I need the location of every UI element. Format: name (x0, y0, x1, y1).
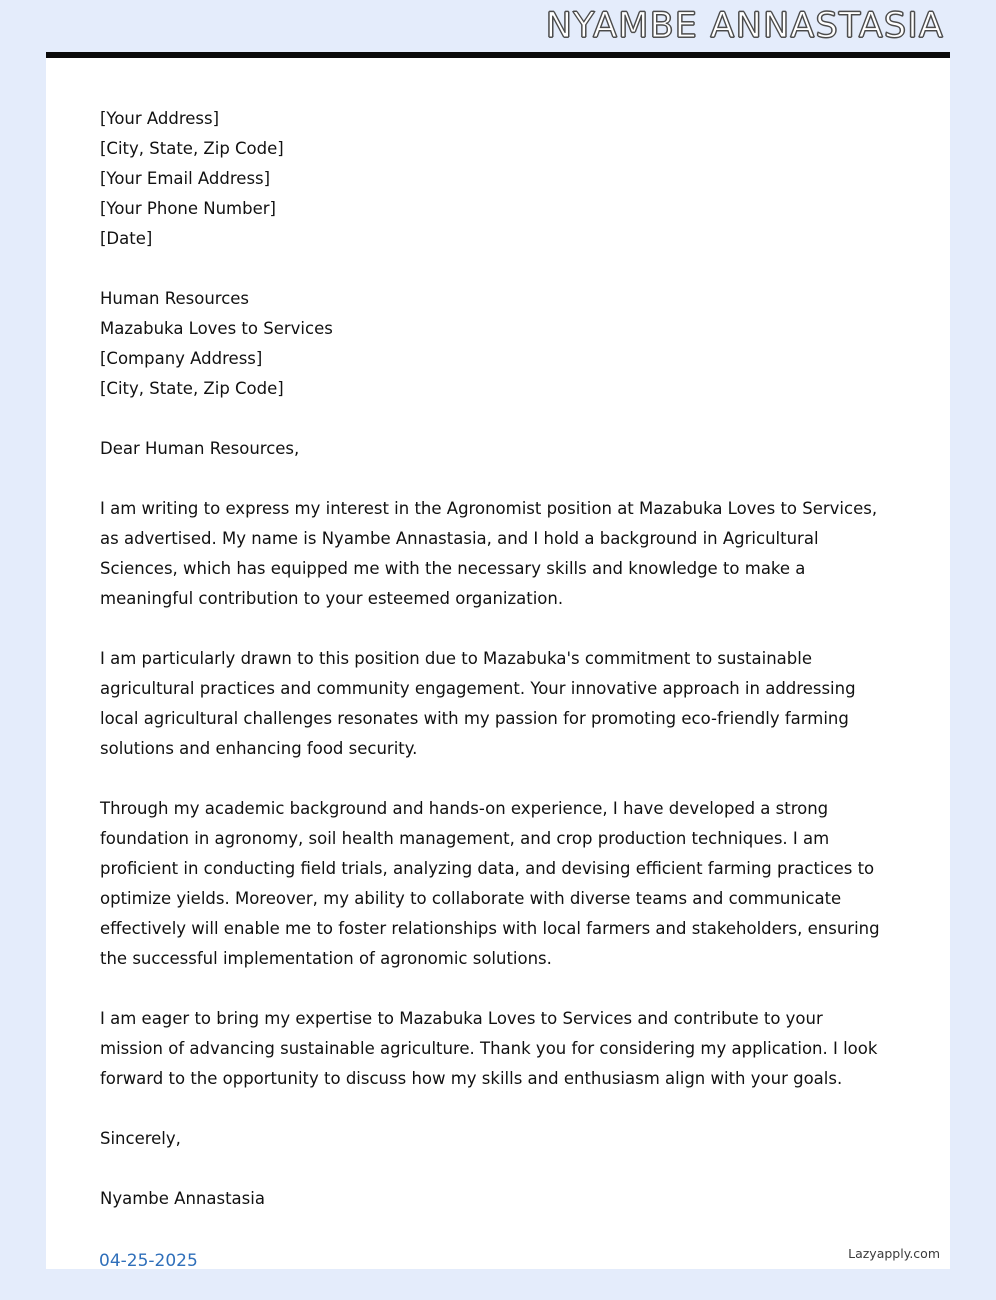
sender-phone-line: [Your Phone Number] (100, 199, 276, 218)
recipient-city-line: [City, State, Zip Code] (100, 379, 284, 398)
paragraph-block-4 (100, 1004, 890, 1094)
sender-email-line: [Your Email Address] (100, 169, 271, 188)
sender-date-line: [Date] (100, 229, 153, 248)
sender-address-line: [Your Address] (100, 109, 220, 128)
recipient-department-line: Human Resources (100, 289, 250, 308)
paragraph-block-2 (100, 644, 890, 764)
closing-block (100, 1124, 890, 1154)
signature-name: Nyambe Annastasia (100, 1189, 265, 1208)
letter-paragraph: I am particularly drawn to this position due to Mazabuka's commitment to sustainable agricultural practices and community engagement. Your innovative approach in addressing local agricultural challenges resonates with my passion for promoting eco-friendly farming solutions and enhancing food security. (100, 649, 856, 758)
signature-block (100, 1184, 890, 1214)
paragraph-block-1 (100, 494, 890, 614)
recipient-address-block (100, 284, 890, 404)
cover-letter-body (100, 104, 890, 1214)
paragraph-block-3 (100, 794, 890, 974)
sender-city-line: [City, State, Zip Code] (100, 139, 284, 158)
salutation-block (100, 434, 890, 464)
recipient-address-line: [Company Address] (100, 349, 263, 368)
recipient-company-line: Mazabuka Loves to Services (100, 319, 333, 338)
closing: Sincerely, (100, 1129, 181, 1148)
document-header (0, 0, 996, 52)
footer-date: 04-25-2025 (99, 1251, 198, 1271)
letter-paragraph: I am eager to bring my expertise to Mazabuka Loves to Services and contribute to your mission of advancing sustainable agriculture. Thank you for considering my application. I look forward to the opportunity to discuss how my skills and enthusiasm align with your goals. (100, 1009, 878, 1088)
letter-paragraph: I am writing to express my interest in the Agronomist position at Mazabuka Loves to Services, as advertised. My name is Nyambe Annastasia, and I hold a background in Agricultural Sciences, which has equipped me with the necessary skills and knowledge to make a meaningful contribution to your esteemed organization. (100, 499, 878, 608)
letter-sheet (46, 52, 950, 1269)
sender-address-block (100, 104, 890, 254)
salutation: Dear Human Resources, (100, 439, 300, 458)
letter-paragraph: Through my academic background and hands-on experience, I have developed a strong foundation in agronomy, soil health management, and crop production techniques. I am proficient in conducting field trials, analyzing data, and devising efficient farming practices to optimize yields. Moreover, my ability to collaborate with diverse teams and communicate effectively will enable me to foster relationships with local farmers and stakeholders, ensuring the successful implementation of agronomic solutions. (100, 799, 880, 968)
footer-brand: Lazyapply.com (848, 1246, 940, 1261)
page-title: NYAMBE ANNASTASIA (545, 6, 944, 46)
